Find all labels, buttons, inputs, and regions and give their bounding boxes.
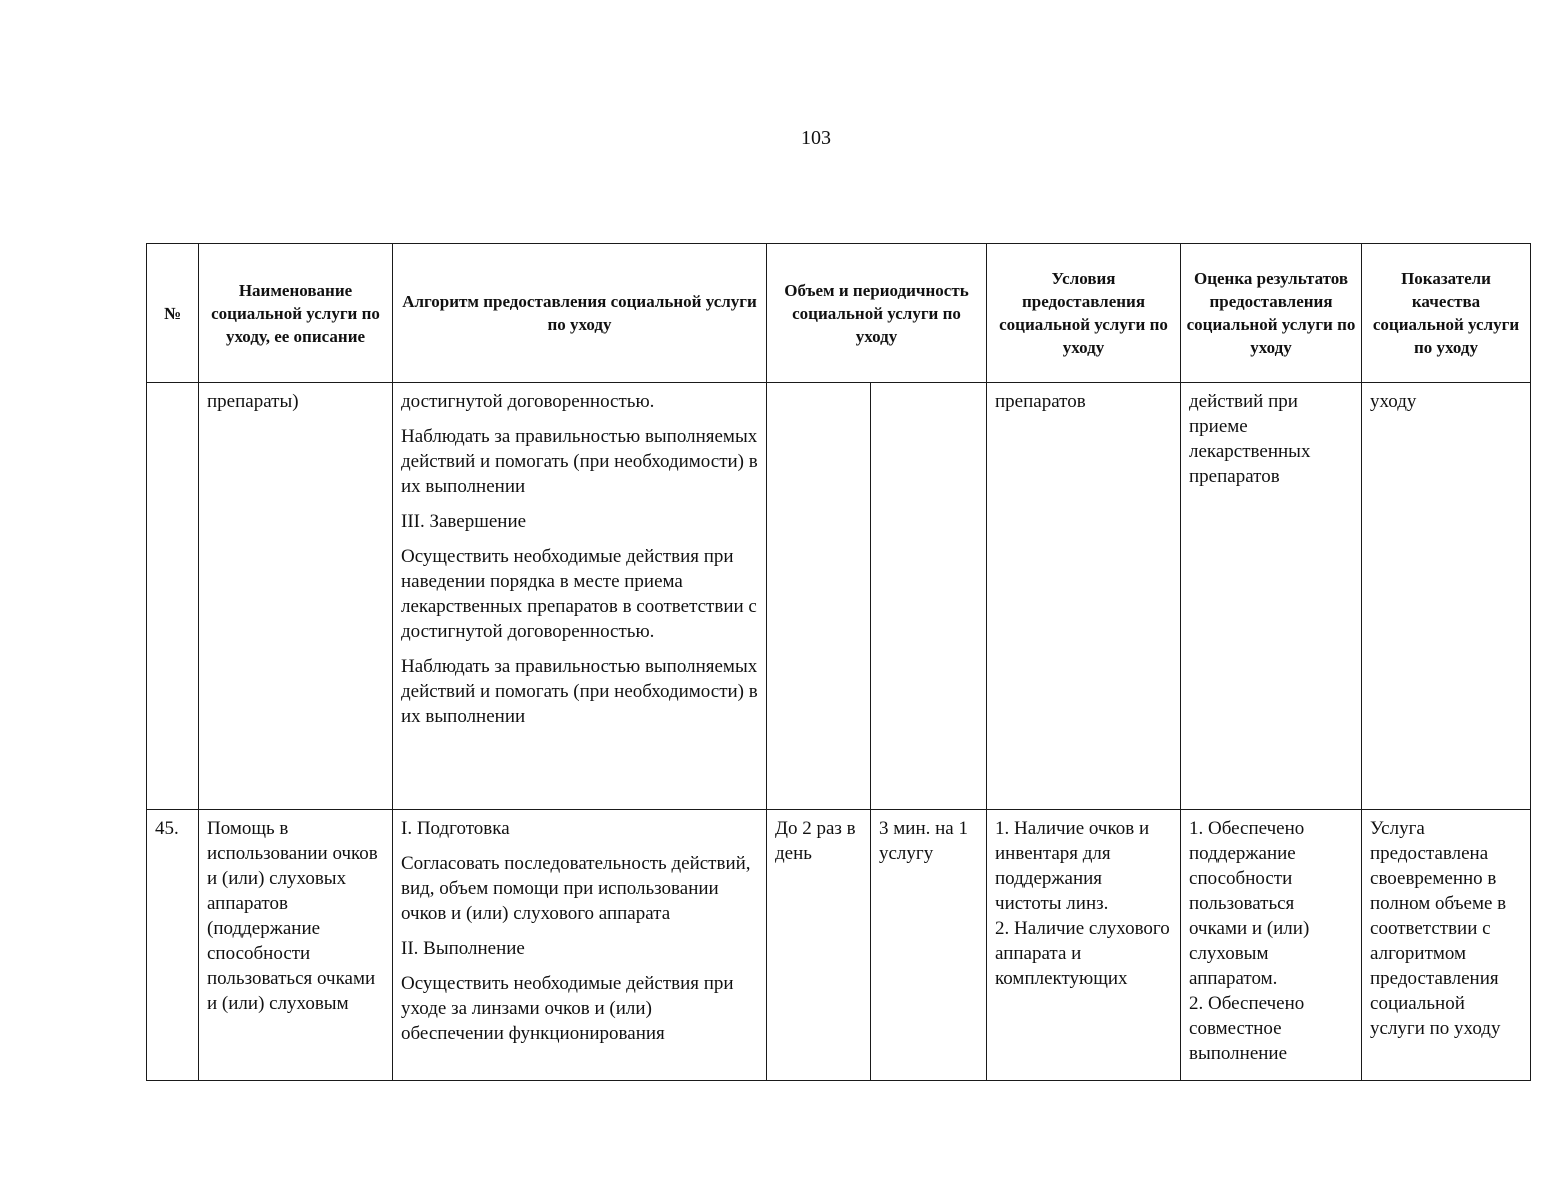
cell-algorithm: [393, 383, 767, 810]
services-table: [146, 243, 1531, 1081]
cell-num: 45.: [147, 810, 199, 1081]
algorithm-paragraph: достигнутой договоренностью.: [401, 391, 655, 412]
header-evaluation: Оценка результатов предоставления социальной услуги по уходу: [1181, 244, 1362, 383]
header-name: Наименование социальной услуги по уходу, ее описание: [199, 244, 393, 383]
cell-num: [147, 383, 199, 810]
algorithm-paragraph: II. Выполнение: [401, 938, 525, 959]
algorithm-paragraph: Осуществить необходимые действия при наведении порядка в месте приема лекарственных препаратов в соответствии с достигнутой договоренностью.: [401, 546, 757, 642]
cell-quality: Услуга предоставлена своевременно в полном объеме в соответствии с алгоритмом предоставления социальной услуги по уходу: [1362, 810, 1531, 1081]
table-row: [147, 383, 1531, 810]
cell-frequency: [767, 383, 871, 810]
cell-frequency: До 2 раз в день: [767, 810, 871, 1081]
header-num: №: [147, 244, 199, 383]
table-header-row: [147, 244, 1531, 383]
cell-conditions: 1. Наличие очков и инвентаря для поддержания чистоты линз. 2. Наличие слухового аппарата и комплектующих: [987, 810, 1181, 1081]
header-algorithm: Алгоритм предоставления социальной услуги по уходу: [393, 244, 767, 383]
header-conditions: Условия предоставления социальной услуги по уходу: [987, 244, 1181, 383]
cell-duration: 3 мин. на 1 услугу: [871, 810, 987, 1081]
cell-name: Помощь в использовании очков и (или) слуховых аппаратов (поддержание способности пользоваться очками и (или) слуховым: [199, 810, 393, 1081]
cell-duration: [871, 383, 987, 810]
page-number: 103: [801, 127, 831, 149]
cell-conditions: препаратов: [987, 383, 1181, 810]
algorithm-paragraph: Наблюдать за правильностью выполняемых действий и помогать (при необходимости) в их выполнении: [401, 656, 758, 727]
algorithm-paragraph: Осуществить необходимые действия при уходе за линзами очков и (или) обеспечении функционирования: [401, 973, 734, 1044]
algorithm-paragraph: III. Завершение: [401, 511, 527, 532]
table-row: [147, 810, 1531, 1081]
header-quality: Показатели качества социальной услуги по уходу: [1362, 244, 1531, 383]
cell-evaluation: действий при приеме лекарственных препаратов: [1181, 383, 1362, 810]
algorithm-paragraph: Наблюдать за правильностью выполняемых действий и помогать (при необходимости) в их выполнении: [401, 426, 758, 497]
cell-algorithm: [393, 810, 767, 1081]
header-volume: Объем и периодичность социальной услуги по уходу: [767, 244, 987, 383]
algorithm-paragraph: I. Подготовка: [401, 818, 510, 839]
cell-name: препараты): [199, 383, 393, 810]
cell-quality: уходу: [1362, 383, 1531, 810]
cell-evaluation: 1. Обеспечено поддержание способности пользоваться очками и (или) слуховым аппаратом. 2. Обеспечено совместное выполнение: [1181, 810, 1362, 1081]
algorithm-paragraph: Согласовать последовательность действий, вид, объем помощи при использовании очков и (или) слухового аппарата: [401, 853, 751, 924]
